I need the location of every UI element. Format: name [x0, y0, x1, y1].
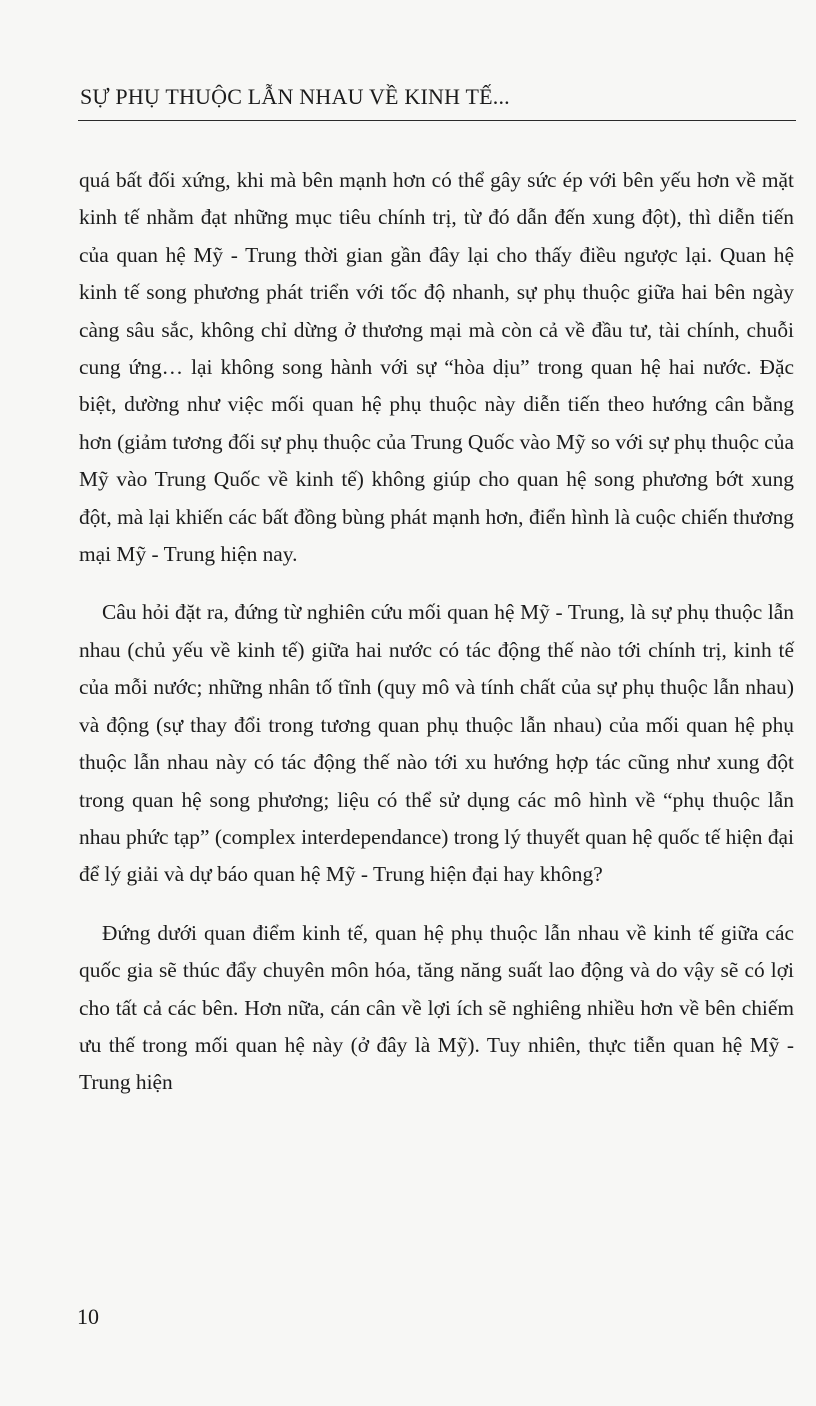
paragraph-research-question: Câu hỏi đặt ra, đứng từ nghiên cứu mối quan hệ Mỹ - Trung, là sự phụ thuộc lẫn nhau (chủ yếu về kinh tế) giữa hai nước có tác động thế nào tới chính trị, kinh tế của mỗi nước; những nhân tố tĩnh (quy mô và tính chất của sự phụ thuộc lẫn nhau) và động (sự thay đổi trong tương quan phụ thuộc lẫn nhau) của mối quan hệ phụ thuộc lẫn nhau này có tác động thế nào tới xu hướng hợp tác cũng như xung đột trong quan hệ song phương; liệu có thể sử dụng các mô hình về “phụ thuộc lẫn nhau phức tạp” (complex interdependance) trong lý thuyết quan hệ quốc tế hiện đại để lý giải và dự báo quan hệ Mỹ - Trung hiện đại hay không? [79, 600, 794, 887]
header-divider [78, 120, 796, 121]
running-header-title: SỰ PHỤ THUỘC LẪN NHAU VỀ KINH TẾ... [80, 84, 510, 109]
paragraph-continuation: quá bất đối xứng, khi mà bên mạnh hơn có thể gây sức ép với bên yếu hơn về mặt kinh tế nhằm đạt những mục tiêu chính trị, từ đó dẫn đến xung đột), thì diễn tiến của quan hệ Mỹ - Trung thời gian gần đây lại cho thấy điều ngược lại. Quan hệ kinh tế song phương phát triển với tốc độ nhanh, sự phụ thuộc giữa hai bên ngày càng sâu sắc, không chỉ dừng ở thương mại mà còn cả về đầu tư, tài chính, chuỗi cung ứng… lại không song hành với sự “hòa dịu” trong quan hệ hai nước. Đặc biệt, dường như việc mối quan hệ phụ thuộc này diễn tiến theo hướng cân bằng hơn (giảm tương đối sự phụ thuộc của Trung Quốc vào Mỹ so với sự phụ thuộc của Mỹ vào Trung Quốc về kinh tế) không giúp cho quan hệ song phương bớt xung đột, mà lại khiến các bất đồng bùng phát mạnh hơn, điển hình là cuộc chiến thương mại Mỹ - Trung hiện nay. [79, 168, 794, 567]
paragraph-economic-view: Đứng dưới quan điểm kinh tế, quan hệ phụ thuộc lẫn nhau về kinh tế giữa các quốc gia sẽ thúc đẩy chuyên môn hóa, tăng năng suất lao động và do vậy sẽ có lợi cho tất cả các bên. Hơn nữa, cán cân về lợi ích sẽ nghiêng nhiều hơn về bên chiếm ưu thế trong mối quan hệ này (ở đây là Mỹ). Tuy nhiên, thực tiễn quan hệ Mỹ - Trung hiện [79, 920, 794, 1095]
body-text [79, 162, 794, 1102]
page-number: 10 [77, 1304, 99, 1329]
